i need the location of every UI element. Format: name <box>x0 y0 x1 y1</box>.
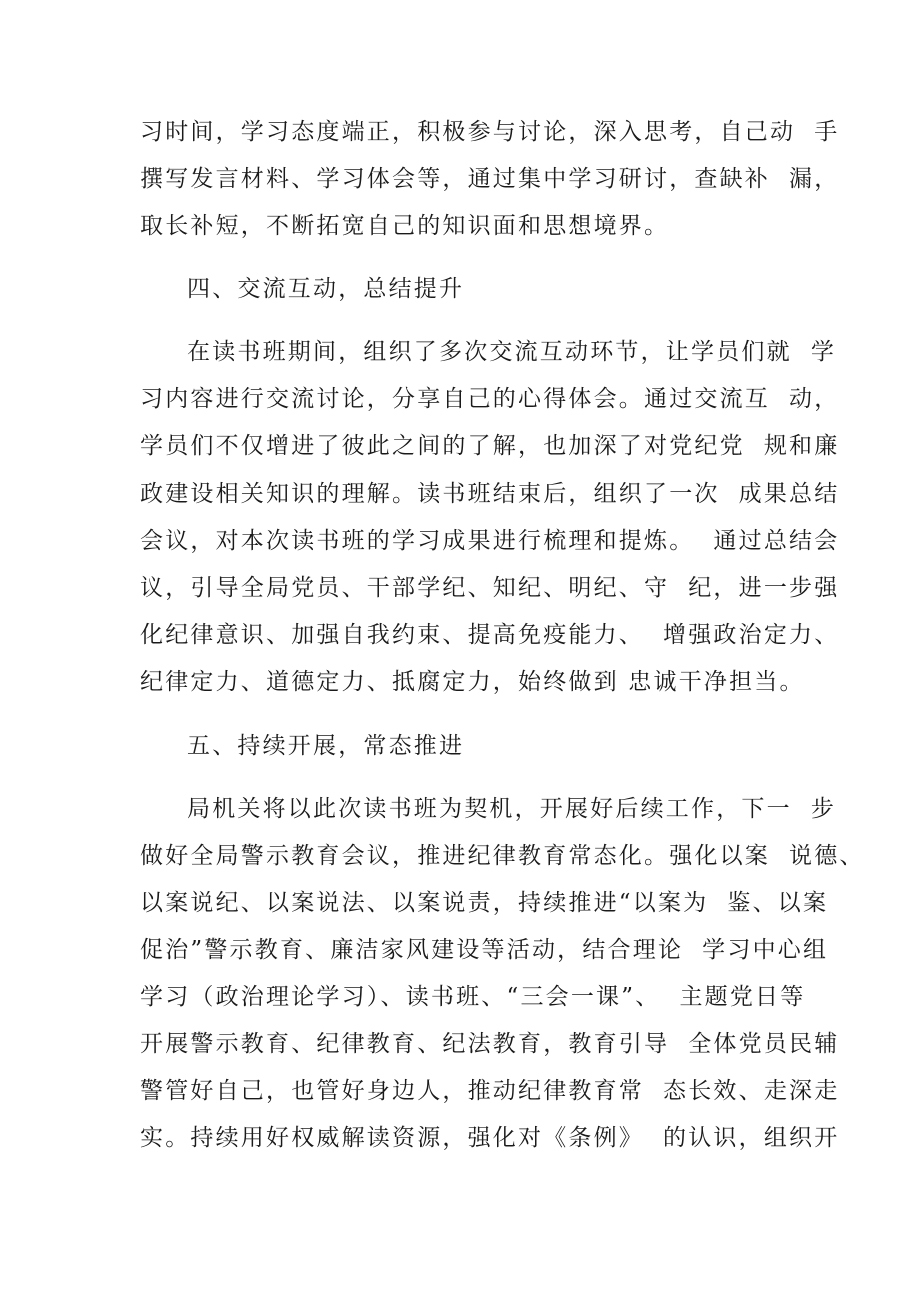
para3-line-4: 促治”警示教育、廉洁家风建设等活动，结合理论 学习中心组 <box>140 937 829 963</box>
para3-line-8: 实。持续用好权威解读资源，强化对《条例》 的认识，组织开 <box>140 1125 840 1151</box>
section-heading-4: 四、交流互动，总结提升 <box>187 276 465 302</box>
para3-line-7: 警管好自己，也管好身边人，推动纪律教育常 态长效、走深走 <box>140 1078 840 1104</box>
section-heading-5: 五、持续开展，常态推进 <box>187 733 465 759</box>
para3-line-2: 做好全局警示教育会议，推进纪律教育常态化。强化以案 说德、 <box>140 843 865 869</box>
para2-line-4: 政建设相关知识的理解。读书班结束后，组织了一次 成果总结 <box>140 481 840 507</box>
para2-line-1: 在读书班期间，组织了多次交流互动环节，让学员们就 学 <box>187 339 837 365</box>
para2-line-8: 纪律定力、道德定力、抵腐定力，始终做到 忠诚干净担当。 <box>140 669 805 695</box>
para1-line-1: 习时间，学习态度端正，积极参与讨论，深入思考，自己动 手 <box>140 119 840 145</box>
para2-line-5: 会议，对本次读书班的学习成果进行梳理和提炼。 通过总结会 <box>140 528 840 554</box>
para1-line-3: 取长补短，不断拓宽自己的知识面和思想境界。 <box>140 213 670 239</box>
para3-line-1: 局机关将以此次读书班为契机，开展好后续工作，下一 步 <box>187 796 837 822</box>
para3-line-5: 学习（政治理论学习）、读书班、“三会一课”、 主题党日等 <box>140 984 806 1010</box>
para2-line-3: 学员们不仅增进了彼此之间的了解，也加深了对党纪党 规和廉 <box>140 433 840 459</box>
para3-line-3: 以案说纪、以案说法、以案说责，持续推进“以案为 鉴、以案 <box>140 890 829 916</box>
para2-line-2: 习内容进行交流讨论，分享自己的心得体会。通过交流互 动， <box>140 386 840 412</box>
para2-line-7: 化纪律意识、加强自我约束、提高免疫能力、 增强政治定力、 <box>140 622 840 648</box>
para2-line-6: 议，引导全局党员、干部学纪、知纪、明纪、守 纪，进一步强 <box>140 575 840 601</box>
para1-line-2: 撰写发言材料、学习体会等，通过集中学习研讨，查缺补 漏， <box>140 166 840 192</box>
para3-line-6: 开展警示教育、纪律教育、纪法教育，教育引导 全体党员民辅 <box>140 1031 840 1057</box>
